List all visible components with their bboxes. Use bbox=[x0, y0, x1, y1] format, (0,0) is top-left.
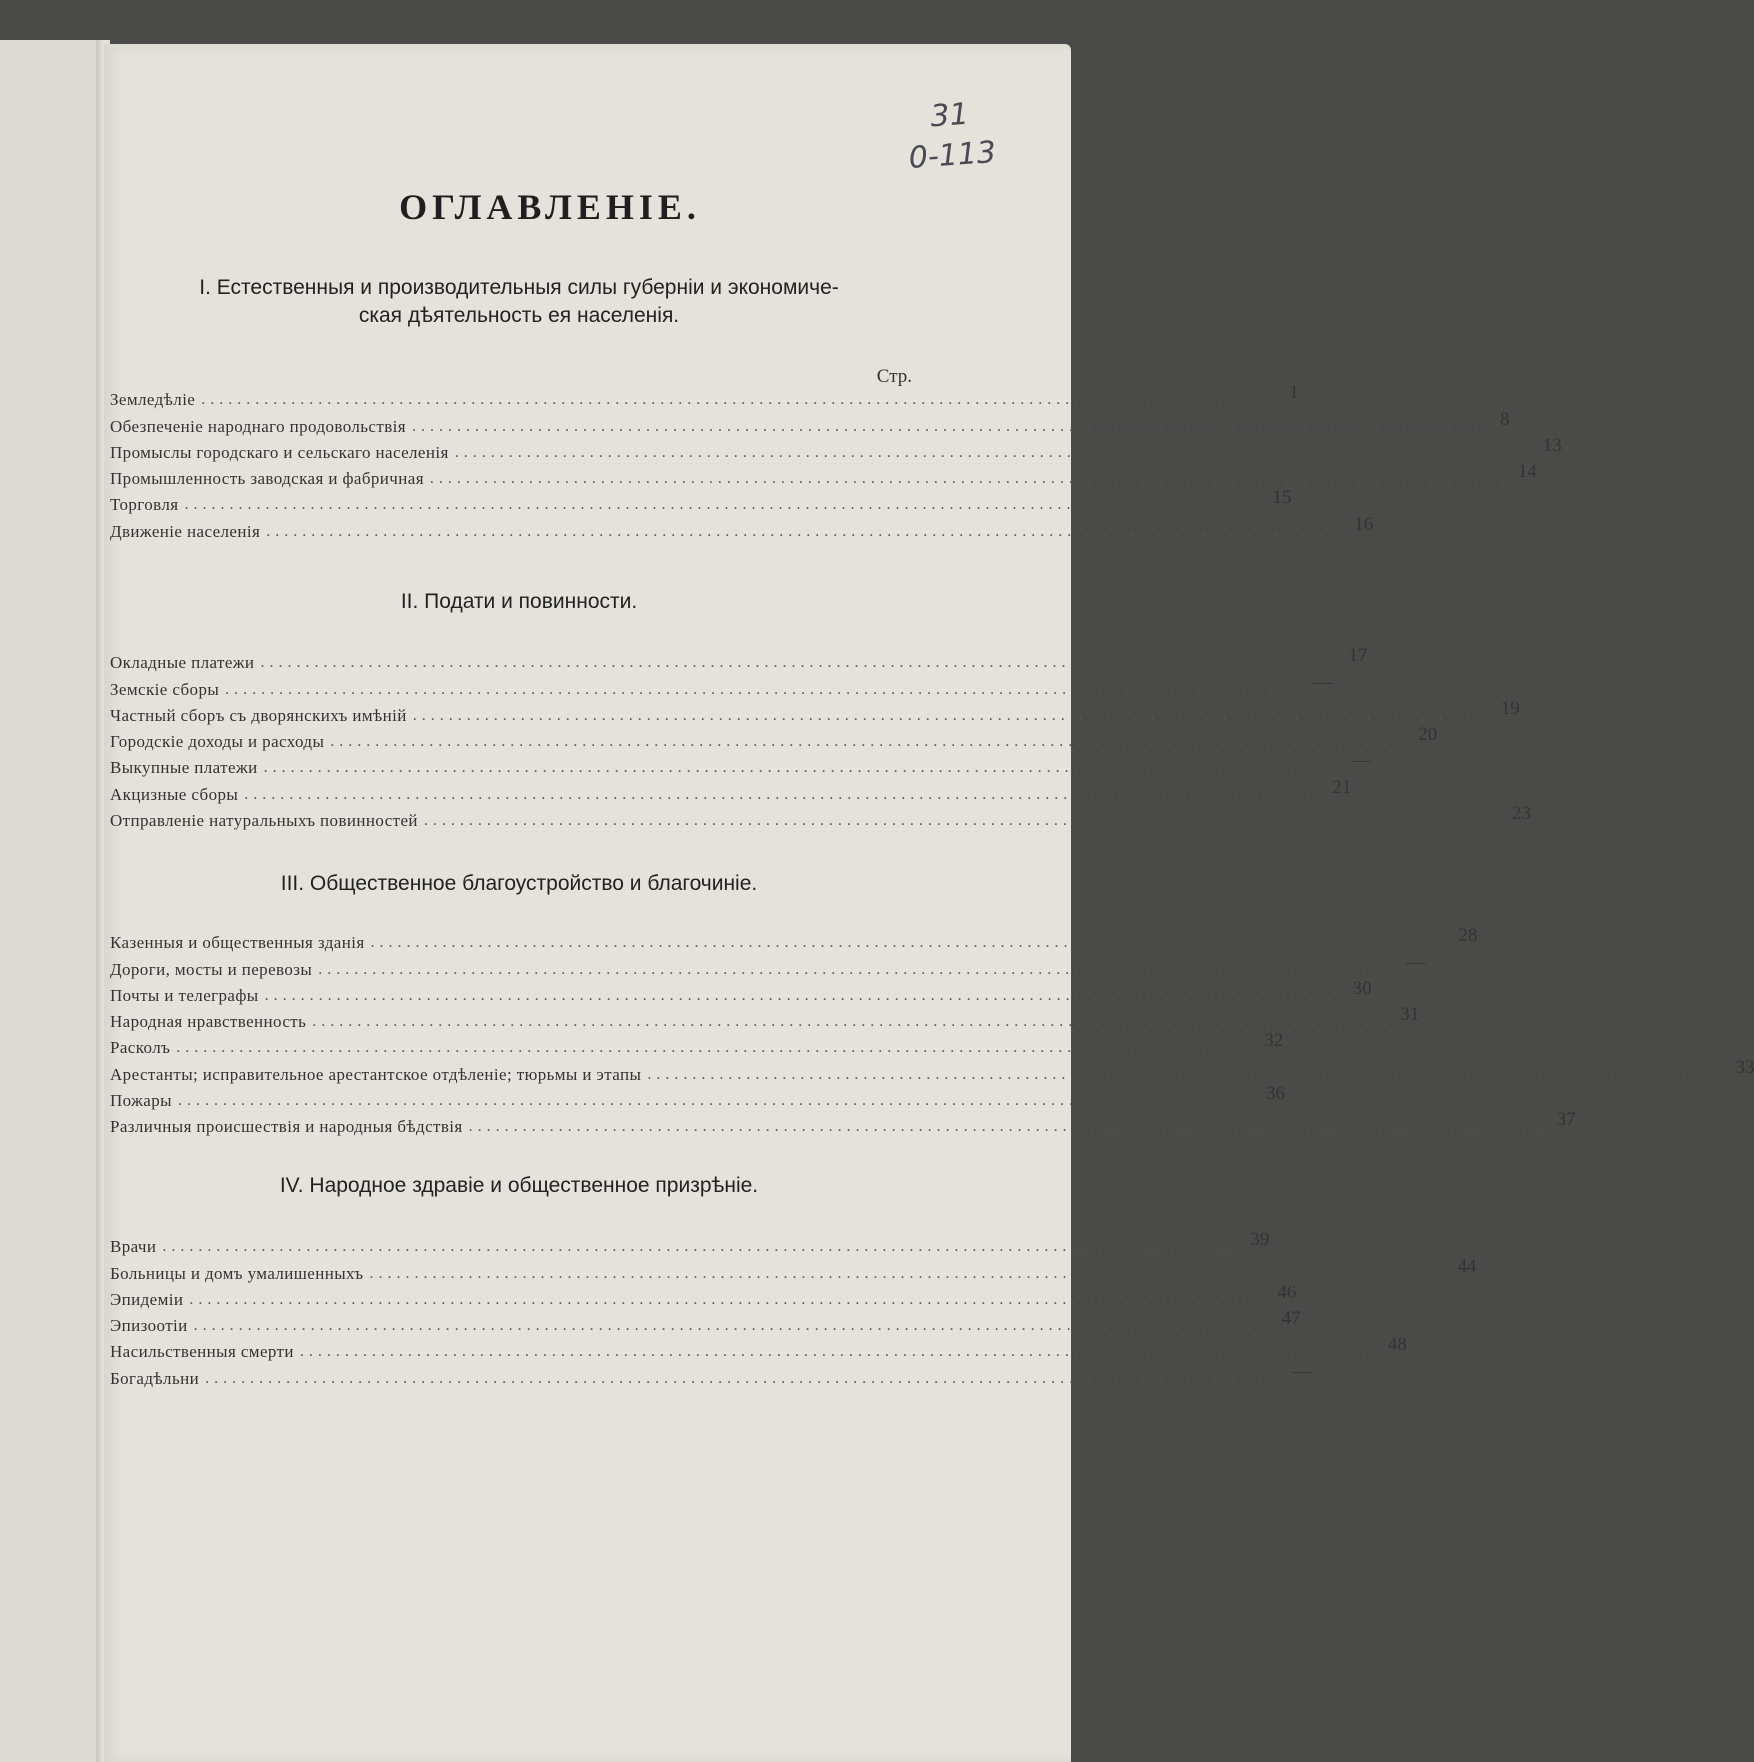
toc-entry-title: Расколъ bbox=[110, 1038, 171, 1058]
dot-leader: ........................................................................................................................ bbox=[647, 1065, 1728, 1083]
dot-leader: ........................................................................................................................ bbox=[299, 1343, 1380, 1361]
toc-page-number: 1 bbox=[1289, 382, 1299, 404]
toc-entry-title: Окладные платежи bbox=[110, 653, 255, 673]
section-heading bbox=[104, 870, 934, 898]
toc-entry bbox=[110, 1004, 1420, 1035]
toc-entry bbox=[110, 461, 1537, 492]
toc-entry bbox=[110, 434, 1562, 466]
dot-leader: ........................................................................................................................ bbox=[189, 1290, 1270, 1308]
toc-page-number: 19 bbox=[1500, 697, 1520, 719]
dot-leader: ........................................................................................................................ bbox=[370, 934, 1451, 952]
toc-page-number: 31 bbox=[1400, 1004, 1420, 1026]
toc-entry bbox=[110, 1334, 1407, 1365]
toc-entry-title: Богадѣльни bbox=[110, 1368, 200, 1388]
section-heading-line: IV. Народное здравіе и общественное призрѣніе. bbox=[279, 1174, 759, 1197]
toc-entry bbox=[110, 1109, 1576, 1140]
toc-page-number: 47 bbox=[1281, 1308, 1301, 1330]
dot-leader: ........................................................................................................................ bbox=[454, 443, 1535, 461]
section-heading-line: II. Подати и повинности. bbox=[400, 590, 638, 613]
dot-leader: ........................................................................................................................ bbox=[193, 1317, 1274, 1335]
toc-page-number: 44 bbox=[1457, 1255, 1477, 1277]
toc-entry-title: Больницы и домъ умалишенныхъ bbox=[110, 1263, 364, 1283]
toc-page-number: 37 bbox=[1556, 1109, 1576, 1131]
toc-page-number: 46 bbox=[1277, 1281, 1297, 1303]
toc-entry bbox=[110, 951, 1426, 982]
page-title: ОГЛАВЛЕНІЕ. bbox=[399, 187, 701, 227]
dot-leader: ........................................................................................................................ bbox=[263, 759, 1344, 777]
toc-entry bbox=[110, 925, 1478, 956]
toc-entry bbox=[110, 408, 1510, 439]
toc-entry bbox=[110, 1083, 1285, 1114]
dot-leader: ........................................................................................................................ bbox=[177, 1092, 1258, 1110]
toc-page-number: 30 bbox=[1352, 977, 1372, 999]
page-column-label: Стр. bbox=[876, 366, 912, 387]
dot-leader: ........................................................................................................................ bbox=[318, 960, 1399, 978]
toc-list bbox=[110, 382, 1562, 545]
dot-leader: ........................................................................................................................ bbox=[205, 1369, 1286, 1387]
dot-leader: ........................................................................................................................ bbox=[423, 812, 1504, 830]
toc-list bbox=[110, 1229, 1477, 1392]
toc-page-number: 36 bbox=[1265, 1083, 1285, 1105]
toc-entry-title: Земскіе сборы bbox=[110, 679, 220, 699]
toc-page-number: 39 bbox=[1250, 1229, 1270, 1251]
toc-entry-title: Выкупные платежи bbox=[110, 758, 258, 778]
toc-entry bbox=[110, 1360, 1313, 1391]
toc-page-number: 13 bbox=[1542, 434, 1562, 456]
toc-entry-title: Народная нравственность bbox=[110, 1012, 307, 1032]
section-heading-line: ская дѣятельность ея населенія. bbox=[358, 304, 680, 327]
toc-entry bbox=[110, 1308, 1301, 1339]
toc-entry-title: Почты и телеграфы bbox=[110, 985, 259, 1005]
handwritten-line: 31 bbox=[929, 96, 970, 135]
dot-leader: ........................................................................................................................ bbox=[411, 417, 1492, 435]
toc-entry-title: Дороги, мосты и перевозы bbox=[110, 959, 313, 979]
toc-entry bbox=[110, 750, 1371, 781]
toc-entry bbox=[110, 776, 1352, 807]
toc-page-number: 17 bbox=[1348, 645, 1368, 667]
toc-entry-title: Акцизные сборы bbox=[110, 784, 239, 804]
dot-leader: ........................................................................................................................ bbox=[201, 391, 1282, 409]
toc-list bbox=[110, 645, 1531, 834]
toc-entry-title: Различныя происшествія и народныя бѣдствія bbox=[110, 1117, 463, 1137]
toc-entry-title: Городскіе доходы и расходы bbox=[110, 732, 325, 752]
dot-leader: ........................................................................................................................ bbox=[162, 1238, 1243, 1256]
dot-leader: ........................................................................................................................ bbox=[184, 496, 1265, 514]
dot-leader: ........................................................................................................................ bbox=[266, 522, 1347, 540]
toc-entry-title: Эпизоотіи bbox=[110, 1316, 188, 1336]
toc-page-number: — bbox=[1351, 750, 1371, 772]
dot-leader: ........................................................................................................................ bbox=[412, 706, 1493, 724]
toc-entry-title: Насильственныя смерти bbox=[110, 1342, 294, 1362]
toc-entry-title: Обезпеченіе народнаго продовольствія bbox=[110, 416, 406, 436]
handwritten-line: 0-113 bbox=[907, 134, 998, 176]
toc-entry bbox=[110, 1056, 1754, 1087]
toc-entry-title: Промышленность заводская и фабричная bbox=[110, 469, 424, 489]
toc-page-number: 14 bbox=[1517, 461, 1537, 483]
toc-list bbox=[110, 925, 1754, 1140]
toc-page-number: 28 bbox=[1458, 925, 1478, 947]
dot-leader: ........................................................................................................................ bbox=[312, 1013, 1393, 1031]
section-heading bbox=[104, 274, 934, 330]
toc-entry-title: Эпидеміи bbox=[110, 1289, 184, 1309]
toc-entry-title: Отправленіе натуральныхъ повинностей bbox=[110, 811, 418, 831]
toc-page-number: — bbox=[1313, 671, 1333, 693]
section-heading bbox=[104, 1172, 934, 1200]
toc-entry bbox=[110, 487, 1292, 518]
toc-entry bbox=[110, 382, 1299, 413]
toc-page-number: 16 bbox=[1354, 513, 1374, 535]
toc-page-number: 23 bbox=[1511, 803, 1531, 825]
toc-entry bbox=[110, 671, 1333, 702]
toc-page-number: 20 bbox=[1418, 724, 1438, 746]
toc-page-number: — bbox=[1406, 951, 1426, 973]
toc-entry-title: Торговля bbox=[110, 495, 179, 515]
left-page-edge bbox=[0, 40, 104, 1762]
toc-entry bbox=[110, 724, 1438, 755]
toc-page-number: 8 bbox=[1499, 408, 1510, 430]
toc-entry bbox=[110, 1030, 1284, 1061]
dot-leader: ........................................................................................................................ bbox=[244, 785, 1325, 803]
dot-leader: ........................................................................................................................ bbox=[429, 470, 1510, 488]
dot-leader: ........................................................................................................................ bbox=[264, 986, 1345, 1004]
toc-entry-title: Частный сборъ съ дворянскихъ имѣній bbox=[110, 705, 407, 725]
toc-page-number: 48 bbox=[1387, 1334, 1407, 1356]
dot-leader: ........................................................................................................................ bbox=[369, 1264, 1450, 1282]
toc-entry bbox=[110, 803, 1531, 834]
section-heading-line: III. Общественное благоустройство и благочиніе. bbox=[280, 872, 758, 895]
toc-page-number: 33 bbox=[1735, 1056, 1754, 1078]
toc-entry bbox=[110, 645, 1368, 676]
toc-entry bbox=[110, 513, 1374, 544]
section-heading bbox=[104, 588, 934, 616]
dot-leader: ........................................................................................................................ bbox=[468, 1118, 1549, 1136]
toc-entry-title: Пожары bbox=[110, 1091, 172, 1111]
section-heading-line: I. Естественныя и производительныя силы губерніи и экономиче- bbox=[199, 276, 839, 299]
toc-entry-title: Врачи bbox=[110, 1237, 157, 1257]
toc-page-number: 21 bbox=[1332, 776, 1352, 798]
toc-entry bbox=[110, 697, 1520, 729]
toc-page-number: 15 bbox=[1272, 487, 1292, 509]
toc-entry bbox=[110, 1255, 1477, 1286]
handwritten-shelf-mark bbox=[893, 92, 1008, 179]
dot-leader: ........................................................................................................................ bbox=[225, 680, 1306, 698]
toc-entry bbox=[110, 1281, 1297, 1313]
dot-leader: ........................................................................................................................ bbox=[176, 1039, 1257, 1057]
toc-entry-title: Арестанты; исправительное арестантское отдѣленіе; тюрьмы и этапы bbox=[110, 1064, 642, 1084]
toc-page-number: 32 bbox=[1264, 1030, 1284, 1052]
toc-page-number: — bbox=[1293, 1360, 1313, 1382]
toc-entry-title: Казенныя и общественныя зданія bbox=[110, 933, 365, 953]
toc-entry bbox=[110, 977, 1372, 1009]
toc-entry-title: Движеніе населенія bbox=[110, 521, 261, 541]
toc-entry bbox=[110, 1229, 1270, 1260]
toc-entry-title: Земледѣліе bbox=[110, 390, 196, 410]
dot-leader: ........................................................................................................................ bbox=[260, 654, 1341, 672]
dot-leader: ........................................................................................................................ bbox=[330, 733, 1411, 751]
toc-entry-title: Промыслы городскаго и сельскаго населенія bbox=[110, 442, 449, 462]
